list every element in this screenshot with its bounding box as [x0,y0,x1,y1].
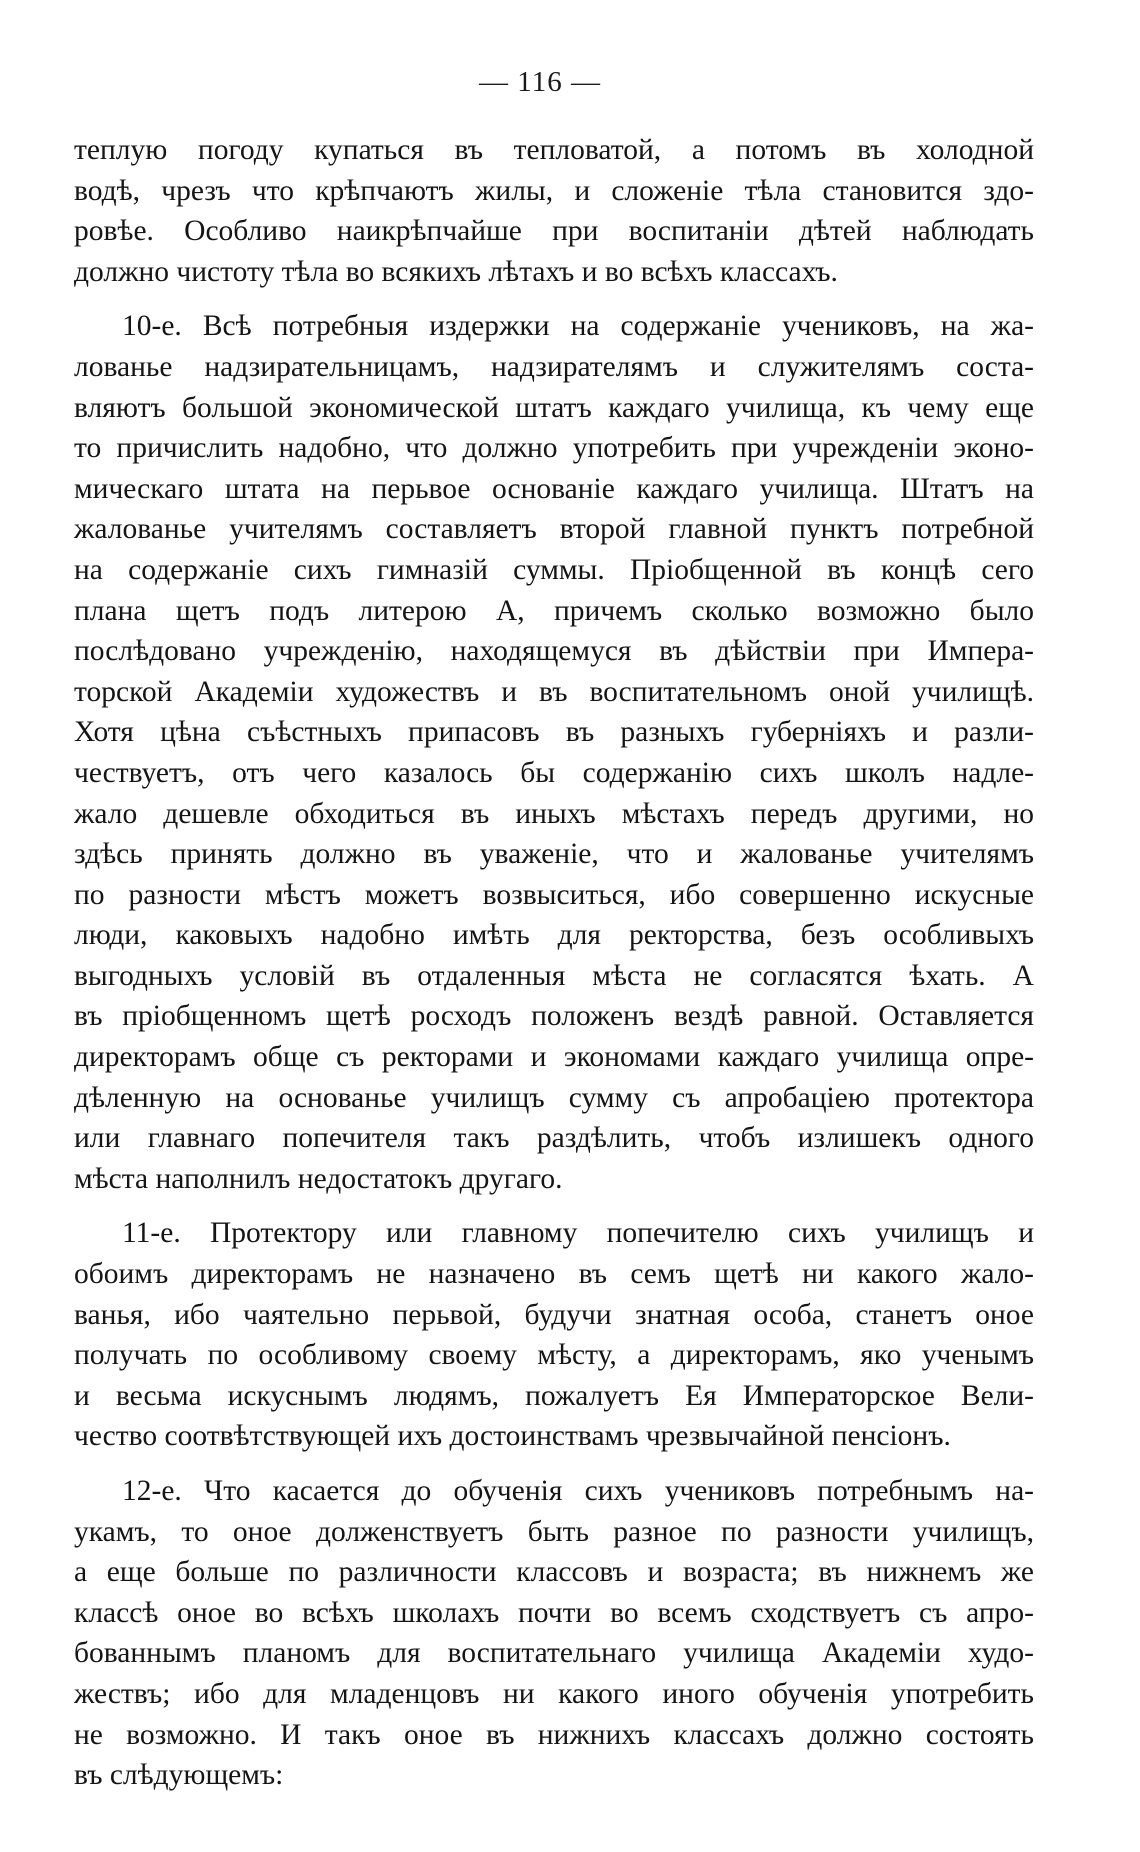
text-line: 10-е. Всѣ потребныя издержки на содержаніе учениковъ, на жа- [122,310,1034,343]
text-line: чествуетъ, отъ чего казалось бы содержанію сихъ школъ надле- [74,756,1034,789]
text-line: ровѣе. Особливо наикрѣпчайше при воспитаніи дѣтей наблюдать [74,215,1034,248]
page-body-text [74,130,1034,1796]
text-line: вляютъ большой экономической штатъ каждаго училища, къ чему еще [74,391,1034,424]
text-line: выгодныхъ условій въ отдаленныя мѣста не согласятся ѣхать. А [74,959,1034,992]
text-line: должно чистоту тѣла во всякихъ лѣтахъ и во всѣхъ классахъ. [74,255,838,288]
paragraph-gap [74,1199,1034,1213]
paragraph [74,1471,1034,1796]
text-line: дѣленную на основанье училищъ сумму съ апробаціею протектора [74,1081,1034,1114]
text-line: жествъ; ибо для младенцовъ ни какого иного обученія употребить [74,1677,1034,1710]
paragraph [74,130,1034,292]
text-line: люди, каковыхъ надобно имѣть для ректорства, безъ особливыхъ [74,919,1034,952]
text-line: получать по особливому своему мѣсту, а директорамъ, яко ученымъ [74,1339,1034,1372]
text-line: бованнымъ планомъ для воспитательнаго училища Академіи худо- [74,1637,1034,1670]
text-line: а еще больше по различности классовъ и возраста; въ нижнемъ же [74,1556,1034,1589]
text-line: 11-е. Протектору или главному попечителю сихъ училищъ и [122,1217,1034,1250]
text-line: лованье надзирательницамъ, надзирателямъ и служителямъ соста- [74,350,1034,383]
text-line: послѣдовано учрежденію, находящемуся въ дѣйствіи при Импера- [74,635,1034,668]
text-line: теплую погоду купаться въ тепловатой, а потомъ въ холодной [74,134,1034,166]
text-line: жало дешевле обходиться въ иныхъ мѣстахъ передъ другими, но [74,797,1034,830]
text-line: мѣста наполнилъ недостатокъ другаго. [74,1162,563,1195]
text-line: по разности мѣстъ можетъ возвыситься, ибо совершенно искусные [74,878,1034,911]
text-line: или главнаго попечителя такъ раздѣлить, чтобъ излишекъ одного [74,1122,1034,1155]
text-line: 12-е. Что касается до обученія сихъ учениковъ потребнымъ на- [122,1475,1034,1507]
text-line: не возможно. И такъ оное въ нижнихъ классахъ должно состоять [74,1718,1034,1751]
paragraph-gap [74,292,1034,306]
text-line: плана щетъ подъ литерою А, причемъ сколько возможно было [74,594,1034,627]
text-line: то причислить надобно, что должно употребить при учрежденіи эконо- [74,432,1034,465]
text-line: мическаго штата на перьвое основаніе каждаго училища. Штатъ на [74,472,1034,505]
paragraph [74,1213,1034,1457]
text-line: чество соотвѣтствующей ихъ достоинствамъ чрезвычайной пенсіонъ. [74,1420,951,1453]
text-line: укамъ, то оное долженствуетъ быть разное по разности училищъ, [74,1515,1034,1548]
text-line: ванья, ибо чаятельно перьвой, будучи знатная особа, станетъ оное [74,1298,1034,1331]
text-line: здѣсь принять должно въ уваженіе, что и жалованье учителямъ [74,838,1034,871]
paragraph-gap [74,1457,1034,1471]
page-number: — 116 — [479,66,601,98]
text-line: обоимъ директорамъ не назначено въ семъ щетѣ ни какого жало- [74,1258,1034,1291]
text-line: директорамъ обще съ ректорами и экономами каждаго училища опре- [74,1041,1034,1074]
text-line: торской Академіи художествъ и въ воспитательномъ оной училищѣ. [74,675,1034,708]
text-line: въ пріобщенномъ щетѣ росходъ положенъ вездѣ равной. Оставляется [74,1000,1034,1033]
text-line: и весьма искуснымъ людямъ, пожалуетъ Ея Императорское Вели- [74,1379,1034,1412]
text-line: водѣ, чрезъ что крѣпчаютъ жилы, и сложеніе тѣла становится здо- [74,174,1034,207]
paragraph [74,306,1034,1199]
text-line: въ слѣдующемъ: [74,1759,284,1792]
text-line: Хотя цѣна съѣстныхъ припасовъ въ разныхъ губерніяхъ и разли- [74,716,1034,749]
text-line: жалованье учителямъ составляетъ второй главной пунктъ потребной [74,513,1034,546]
text-line: на содержаніе сихъ гимназій суммы. Пріобщенной въ концѣ сего [74,553,1034,586]
text-line: классѣ оное во всѣхъ школахъ почти во всемъ сходствуетъ съ апро- [74,1596,1034,1629]
